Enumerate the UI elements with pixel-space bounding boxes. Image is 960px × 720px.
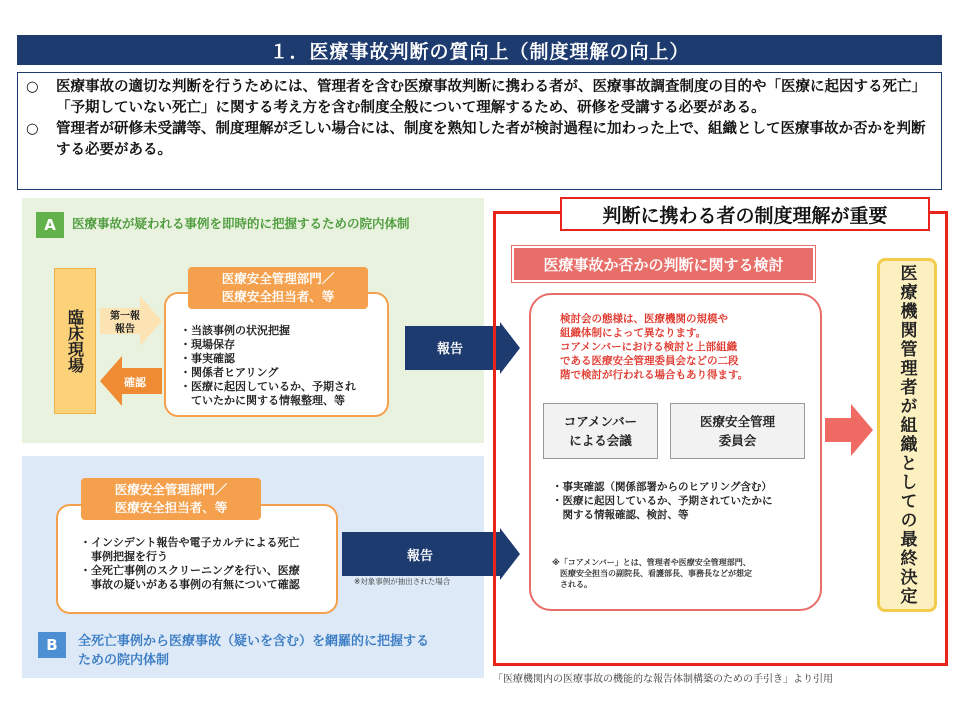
task-item: ・インシデント報告や電子カルテによる死亡 (80, 536, 300, 549)
intro-text: 管理者が研修未受講等、制度理解が乏しい場合には、制度を熟知した者が検討過程に加わった上で、組織として医療事故か否かを判断する必要がある。 (56, 121, 926, 158)
red-text-line: である医療安全管理委員会などの二段 (560, 355, 739, 367)
intro-text: 医療事故の適切な判断を行うためには、管理者を含む医療事故判断に携わる者が、医療事故調査制度の目的や「医療に起因する死亡」「予期していない死亡」に関する考え方を含む制度全般について理解するため、研修を受講する必要がある。 (56, 79, 926, 116)
panel-a-title: 医療事故が疑われる事例を即時的に把握するための院内体制 (72, 216, 410, 231)
decision-arrow-icon (825, 404, 873, 456)
confirm-label: 確認 (124, 376, 146, 389)
header-line: 医療安全担当者、等 (114, 500, 228, 515)
task-item: ・全死亡事例のスクリーニングを行い、医療 (80, 564, 300, 577)
task-item: ・関係者ヒアリング (180, 366, 279, 379)
red-text-line: 検討会の態様は、医療機関の規模や (560, 313, 728, 325)
clinical-site-box: 臨床現場 (54, 268, 96, 414)
task-item: 事例把握を行う (80, 550, 168, 563)
intro-item (26, 77, 933, 119)
review-item: 関する情報確認、検討、等 (552, 509, 689, 521)
note-line: 医療安全担当の副院長、看護部長、事務長などが想定 (552, 569, 752, 578)
note-line: される。 (552, 580, 592, 589)
task-item: ・医療に起因しているか、予期され (180, 380, 356, 393)
header-line: 医療安全管理部門／ (221, 271, 335, 286)
core-member-note (552, 557, 812, 590)
task-item: ・事実確認 (180, 352, 235, 365)
report-label-a: 報告 (436, 342, 463, 357)
first-report-label (103, 310, 147, 336)
panel-a-tasks-box (164, 292, 389, 417)
red-text-line: 組織体制によって異なります。 (560, 327, 707, 339)
bullet-circle: ○ (26, 121, 39, 137)
first-report-line: 第一報 (110, 311, 140, 322)
panel-b-tasks-box (56, 504, 338, 614)
intro-box (17, 72, 942, 190)
review-item: ・事実確認（関係部署からのヒアリング含む） (552, 481, 772, 493)
bullet-circle: ○ (26, 79, 39, 95)
report-label-b: 報告 (406, 549, 433, 564)
task-item: ・当該事例の状況把握 (180, 324, 290, 337)
title-line: ための院内体制 (78, 653, 170, 668)
panel-a-safety-dept-header (188, 267, 368, 309)
header-line: 医療安全担当者、等 (221, 289, 335, 304)
frame-label: 判断に携わる者の制度理解が重要 (560, 197, 930, 231)
committee-line: 委員会 (718, 433, 757, 448)
source-citation: 「医療機関内の医療事故の機能的な報告体制構築のための手引き」より引用 (493, 674, 833, 685)
review-item: ・医療に起因しているか、予期されていたかに (552, 495, 773, 507)
panel-a-tag: A (36, 212, 64, 238)
header-line: 医療安全管理部門／ (114, 482, 228, 497)
core-line: による会議 (569, 433, 632, 448)
intro-item (26, 119, 933, 161)
title-line: 全死亡事例から医療事故（疑いを含む）を網羅的に把握する (78, 634, 430, 649)
review-header: 医療事故か否かの判断に関する検討 (512, 246, 815, 282)
committee-line: 医療安全管理 (699, 414, 775, 429)
first-report-line: 報告 (115, 324, 135, 335)
red-text-line: 階で検討が行われる場合もあり得ます。 (560, 369, 749, 381)
note-line: ※「コアメンバー」とは、管理者や医療安全管理部門、 (552, 558, 751, 567)
task-item: ていたかに関する情報整理、等 (180, 394, 345, 407)
task-item: ・現場保存 (180, 338, 235, 351)
panel-b-title (78, 632, 429, 670)
core-member-meeting-box (543, 403, 658, 459)
panel-b-tag: B (38, 632, 66, 658)
core-line: コアメンバー (563, 414, 638, 429)
red-text-line: コアメンバーにおける検討と上部組織 (560, 341, 738, 353)
report-note: ※対象事例が抽出された場合 (354, 577, 451, 586)
review-red-text (560, 312, 800, 382)
review-bullets (552, 480, 812, 522)
page-title: １．医療事故判断の質向上（制度理解の向上） (17, 35, 942, 65)
safety-committee-box (670, 403, 805, 459)
final-decision-box: 医療機関管理者が組織としての最終決定 (877, 258, 937, 612)
task-item: 事故の疑いがある事例の有無について確認 (80, 578, 300, 591)
panel-b-safety-dept-header (81, 478, 261, 520)
